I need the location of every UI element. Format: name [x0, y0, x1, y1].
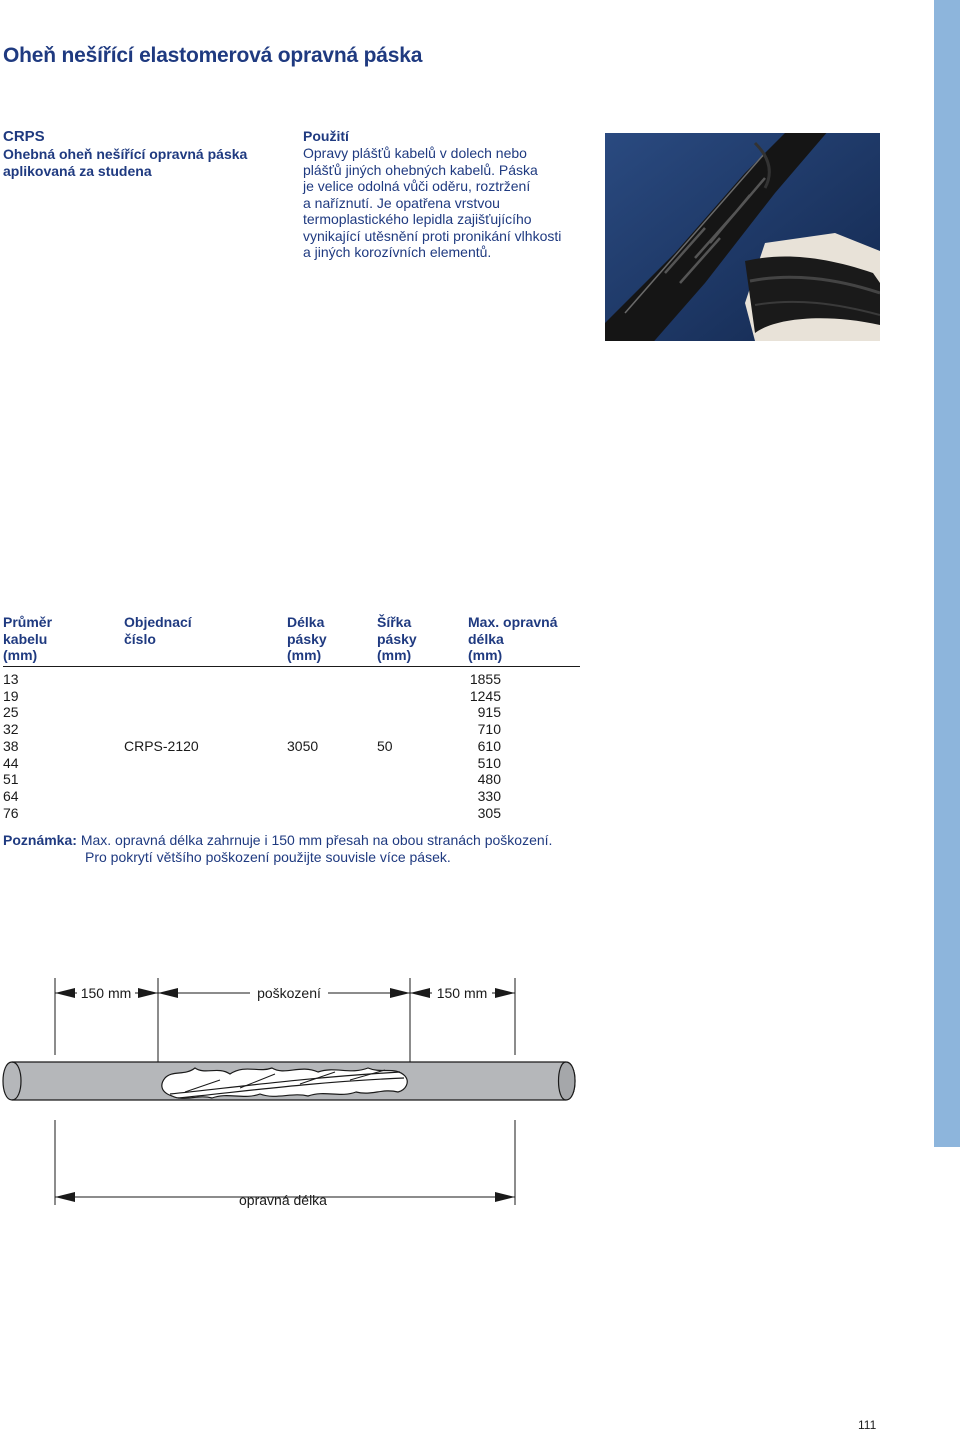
cell-tape-width: 50: [377, 737, 393, 754]
usage-line: a naříznutí. Je opatřena vrstvou: [303, 194, 500, 211]
note-line-1: [3, 832, 552, 849]
usage-line: vynikající utěsnění proti pronikání vlhkosti: [303, 227, 562, 244]
cell-diameter: 38: [3, 737, 19, 754]
note-text-1: Max. opravná délka zahrnuje i 150 mm přesah na obou stranách poškození.: [80, 832, 553, 848]
table-body: [3, 671, 580, 824]
cell-max-length: 480: [477, 771, 501, 788]
cell-max-length: 305: [477, 804, 501, 821]
product-code: CRPS: [3, 128, 45, 145]
taped-cable-photo: [605, 133, 880, 341]
cell-diameter: 51: [3, 771, 19, 788]
cell-diameter: 44: [3, 754, 19, 771]
cell-diameter: 13: [3, 671, 19, 687]
cell-diameter: 76: [3, 804, 19, 821]
arrowhead: [390, 988, 410, 998]
repair-length-diagram: [0, 960, 600, 1225]
product-subtitle-line: aplikovaná za studena: [3, 162, 152, 179]
repair-diagram-svg: [0, 960, 600, 1220]
cell-max-length: 915: [477, 704, 501, 721]
arrowhead: [158, 988, 178, 998]
page-title: Oheň nešířící elastomerová opravná páska: [3, 44, 423, 67]
usage-line: termoplastického lepidla zajišťujícího: [303, 211, 532, 227]
product-subtitle-line: Ohebná oheň nešířící opravná páska: [3, 146, 248, 162]
usage-heading: Použití: [303, 128, 349, 144]
product-photo: [605, 133, 880, 341]
cell-diameter: 19: [3, 687, 19, 704]
cable-end-right: [559, 1062, 576, 1100]
header-cable-diameter: Průměr kabelu (mm): [3, 614, 53, 663]
specs-table: [3, 614, 580, 824]
repair-length-label: opravná délka: [239, 1192, 327, 1208]
cell-max-length: 1245: [469, 687, 501, 704]
cell-order-number: CRPS-2120: [124, 737, 199, 754]
note-block: [3, 832, 552, 866]
usage-block: [303, 128, 588, 261]
arrowhead: [55, 988, 75, 998]
cell-tape-length: 3050: [287, 737, 319, 754]
cell-max-length: 1855: [469, 671, 501, 687]
arrowhead: [495, 1192, 515, 1202]
arrowhead: [55, 1192, 75, 1202]
arrowhead: [495, 988, 515, 998]
overlap-right-label: 150 mm: [436, 985, 488, 1001]
cell-diameter: 32: [3, 721, 19, 738]
page-number: 111: [858, 1418, 877, 1432]
cell-max-length: 510: [477, 754, 501, 771]
usage-line: je velice odolná vůči oděru, roztržení: [303, 178, 531, 194]
header-order-number: Objednací číslo: [124, 614, 192, 647]
note-label: Poznámka:: [3, 832, 77, 848]
cell-diameter: 25: [3, 704, 19, 721]
damage-label: poškození: [257, 985, 321, 1001]
arrowhead: [138, 988, 158, 998]
cell-max-length: 710: [477, 721, 501, 738]
usage-line: Opravy plášťů kabelů v dolech nebo: [303, 145, 527, 161]
arrowhead: [410, 988, 430, 998]
header-tape-width: Šířka pásky (mm): [377, 614, 417, 663]
note-line-2: Pro pokrytí většího poškození použijte souvisle více pásek.: [85, 849, 451, 865]
cell-diameter: 64: [3, 787, 19, 804]
usage-line: a jiných korozívních elementů.: [303, 244, 492, 260]
header-max-repair-length: Max. opravná délka (mm): [468, 614, 558, 663]
product-block: [3, 128, 283, 179]
table-header: [3, 614, 580, 667]
section-side-tab: [934, 0, 960, 1147]
overlap-left-label: 150 mm: [80, 985, 132, 1001]
header-tape-length: Délka pásky (mm): [287, 614, 327, 663]
usage-line: plášťů jiných ohebných kabelů. Páska: [303, 161, 538, 178]
cell-max-length: 330: [477, 787, 501, 804]
cell-max-length: 610: [477, 737, 501, 754]
